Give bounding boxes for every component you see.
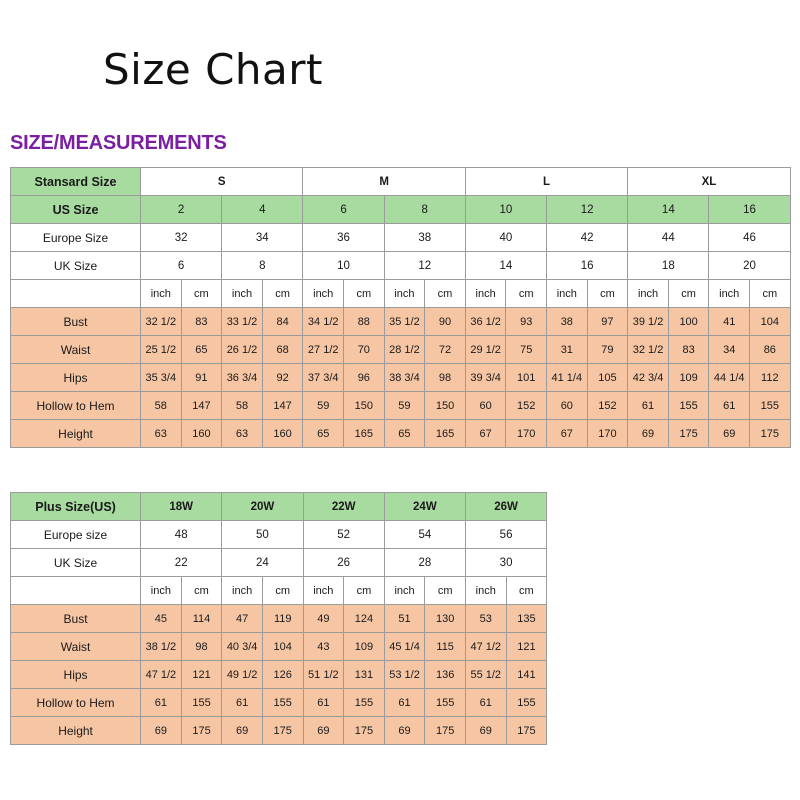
cell: 47 1/2 [465,633,506,661]
unit-cell: cm [587,280,628,308]
cell: 104 [750,308,791,336]
unit-cell: inch [709,280,750,308]
unit-cell: inch [303,280,344,308]
cell: 69 [222,717,263,745]
cell: 61 [465,689,506,717]
cell: 67 [465,420,506,448]
cell: 32 [141,224,222,252]
unit-cell: cm [506,577,547,605]
cell: 44 [628,224,709,252]
row-label-units [11,577,141,605]
cell: 38 3/4 [384,364,425,392]
cell: 8 [384,196,465,224]
table-row-uk-size [11,252,791,280]
unit-cell: cm [262,577,303,605]
unit-cell: cm [181,280,222,308]
row-label-waist: Waist [11,633,141,661]
cell: 61 [628,392,669,420]
cell: 175 [425,717,466,745]
cell: 53 [465,605,506,633]
cell: 43 [303,633,344,661]
cell: 49 [303,605,344,633]
cell: 136 [425,661,466,689]
cell: 86 [750,336,791,364]
cell: 27 1/2 [303,336,344,364]
unit-cell: inch [303,577,344,605]
cell: 147 [262,392,303,420]
unit-cell: inch [222,577,263,605]
cell: 56 [465,521,546,549]
cell: 88 [344,308,385,336]
cell: 40 [465,224,546,252]
cell: 152 [587,392,628,420]
cell: 135 [506,605,547,633]
cell: 150 [344,392,385,420]
cell: 75 [506,336,547,364]
cell: 38 1/2 [141,633,182,661]
unit-cell: cm [425,577,466,605]
cell: 60 [547,392,588,420]
table-row-plus-size [11,493,791,521]
cell: 124 [344,605,385,633]
cell: 65 [181,336,222,364]
cell: 26 1/2 [222,336,263,364]
row-label-units [11,280,141,308]
cell: 2 [141,196,222,224]
cell: 16 [547,252,628,280]
cell: 68 [262,336,303,364]
cell: 35 1/2 [384,308,425,336]
table-row-bust [11,308,791,336]
cell: 32 1/2 [141,308,182,336]
cell: 175 [181,717,222,745]
cell: 175 [344,717,385,745]
cell: 115 [425,633,466,661]
cell: 69 [628,420,669,448]
cell: 26 [303,549,384,577]
cell: 60 [465,392,506,420]
cell: 61 [384,689,425,717]
unit-cell: inch [141,577,182,605]
cell: 155 [181,689,222,717]
cell: 55 1/2 [465,661,506,689]
cell: 90 [425,308,466,336]
empty-area [547,493,790,745]
unit-cell: cm [506,280,547,308]
size-group-xl: XL [628,168,790,196]
cell: 61 [303,689,344,717]
cell: 105 [587,364,628,392]
unit-cell: inch [465,577,506,605]
row-label-us-size: US Size [11,196,141,224]
table-row-height [11,420,791,448]
cell: 14 [628,196,709,224]
cell: 175 [262,717,303,745]
standard-size-table [10,167,791,448]
cell: 126 [262,661,303,689]
cell: 121 [181,661,222,689]
cell: 44 1/4 [709,364,750,392]
cell: 28 [384,549,465,577]
cell: 130 [425,605,466,633]
cell: 12 [547,196,628,224]
cell: 165 [425,420,466,448]
cell: 6 [303,196,384,224]
cell: 46 [709,224,790,252]
cell: 20 [709,252,790,280]
cell: 65 [303,420,344,448]
row-label-standard-size: Stansard Size [11,168,141,196]
cell: 10 [303,252,384,280]
cell: 175 [506,717,547,745]
cell: 65 [384,420,425,448]
cell: 152 [506,392,547,420]
cell: 101 [506,364,547,392]
cell: 170 [587,420,628,448]
cell: 114 [181,605,222,633]
unit-cell: cm [425,280,466,308]
cell: 72 [425,336,466,364]
cell: 10 [465,196,546,224]
table-row-europe-size [11,224,791,252]
cell: 28 1/2 [384,336,425,364]
cell: 69 [384,717,425,745]
cell: 61 [141,689,182,717]
cell: 59 [303,392,344,420]
cell: 4 [222,196,303,224]
cell: 160 [262,420,303,448]
cell: 61 [709,392,750,420]
cell: 41 [709,308,750,336]
cell: 58 [141,392,182,420]
cell: 170 [506,420,547,448]
cell: 48 [141,521,222,549]
cell: 141 [506,661,547,689]
cell: 160 [181,420,222,448]
row-label-height: Height [11,717,141,745]
size-group-s: S [141,168,303,196]
cell: 38 [547,308,588,336]
cell: 109 [668,364,709,392]
cell: 22 [141,549,222,577]
table-row-us-size [11,196,791,224]
cell: 45 [141,605,182,633]
row-label-hips: Hips [11,364,141,392]
row-label-hollow-to-hem: Hollow to Hem [11,392,141,420]
cell: 26W [465,493,546,521]
cell: 42 3/4 [628,364,669,392]
cell: 36 [303,224,384,252]
unit-cell: cm [750,280,791,308]
cell: 98 [425,364,466,392]
cell: 39 1/2 [628,308,669,336]
unit-cell: cm [262,280,303,308]
cell: 34 [222,224,303,252]
cell: 175 [668,420,709,448]
cell: 54 [384,521,465,549]
unit-cell: cm [344,577,385,605]
cell: 51 [384,605,425,633]
cell: 100 [668,308,709,336]
cell: 59 [384,392,425,420]
cell: 16 [709,196,790,224]
row-label-waist: Waist [11,336,141,364]
cell: 33 1/2 [222,308,263,336]
cell: 50 [222,521,303,549]
cell: 30 [465,549,546,577]
cell: 8 [222,252,303,280]
cell: 32 1/2 [628,336,669,364]
unit-cell: inch [628,280,669,308]
cell: 155 [262,689,303,717]
cell: 119 [262,605,303,633]
cell: 35 3/4 [141,364,182,392]
cell: 34 [709,336,750,364]
cell: 25 1/2 [141,336,182,364]
unit-cell: inch [465,280,506,308]
cell: 47 [222,605,263,633]
cell: 97 [587,308,628,336]
row-label-bust: Bust [11,308,141,336]
cell: 45 1/4 [384,633,425,661]
cell: 98 [181,633,222,661]
cell: 155 [506,689,547,717]
cell: 155 [344,689,385,717]
cell: 14 [465,252,546,280]
row-label-europe-size: Europe size [11,521,141,549]
cell: 83 [668,336,709,364]
cell: 69 [465,717,506,745]
cell: 58 [222,392,263,420]
plus-size-table [10,492,790,745]
cell: 92 [262,364,303,392]
cell: 51 1/2 [303,661,344,689]
unit-cell: cm [344,280,385,308]
page-title: Size Chart [103,45,323,94]
row-label-europe-size: Europe Size [11,224,141,252]
table-row-standard-size [11,168,791,196]
cell: 93 [506,308,547,336]
cell: 69 [303,717,344,745]
row-label-plus-size: Plus Size(US) [11,493,141,521]
cell: 18 [628,252,709,280]
cell: 53 1/2 [384,661,425,689]
cell: 112 [750,364,791,392]
table-row-hips [11,364,791,392]
cell: 175 [750,420,791,448]
cell: 29 1/2 [465,336,506,364]
size-group-l: L [465,168,627,196]
cell: 104 [262,633,303,661]
cell: 91 [181,364,222,392]
table-row-hollow-to-hem [11,392,791,420]
cell: 39 3/4 [465,364,506,392]
unit-cell: inch [141,280,182,308]
unit-cell: cm [668,280,709,308]
cell: 70 [344,336,385,364]
cell: 63 [141,420,182,448]
size-group-m: M [303,168,465,196]
row-label-bust: Bust [11,605,141,633]
cell: 79 [587,336,628,364]
cell: 131 [344,661,385,689]
row-label-hips: Hips [11,661,141,689]
cell: 18W [141,493,222,521]
table-row-waist [11,336,791,364]
cell: 47 1/2 [141,661,182,689]
cell: 42 [547,224,628,252]
cell: 36 1/2 [465,308,506,336]
cell: 34 1/2 [303,308,344,336]
cell: 24 [222,549,303,577]
cell: 24W [384,493,465,521]
cell: 67 [547,420,588,448]
cell: 36 3/4 [222,364,263,392]
unit-cell: inch [384,577,425,605]
cell: 61 [222,689,263,717]
row-label-hollow-to-hem: Hollow to Hem [11,689,141,717]
cell: 31 [547,336,588,364]
cell: 6 [141,252,222,280]
unit-cell: cm [181,577,222,605]
unit-cell: inch [384,280,425,308]
row-label-height: Height [11,420,141,448]
cell: 69 [141,717,182,745]
cell: 155 [425,689,466,717]
cell: 41 1/4 [547,364,588,392]
cell: 121 [506,633,547,661]
cell: 96 [344,364,385,392]
cell: 49 1/2 [222,661,263,689]
cell: 40 3/4 [222,633,263,661]
cell: 165 [344,420,385,448]
cell: 12 [384,252,465,280]
cell: 37 3/4 [303,364,344,392]
cell: 38 [384,224,465,252]
section-subtitle: SIZE/MEASUREMENTS [10,132,227,154]
cell: 147 [181,392,222,420]
unit-cell: inch [547,280,588,308]
row-label-uk-size: UK Size [11,549,141,577]
cell: 63 [222,420,263,448]
cell: 84 [262,308,303,336]
table-row-units [11,280,791,308]
cell: 150 [425,392,466,420]
cell: 83 [181,308,222,336]
row-label-uk-size: UK Size [11,252,141,280]
cell: 155 [668,392,709,420]
cell: 109 [344,633,385,661]
cell: 20W [222,493,303,521]
cell: 69 [709,420,750,448]
cell: 52 [303,521,384,549]
unit-cell: inch [222,280,263,308]
cell: 155 [750,392,791,420]
cell: 22W [303,493,384,521]
